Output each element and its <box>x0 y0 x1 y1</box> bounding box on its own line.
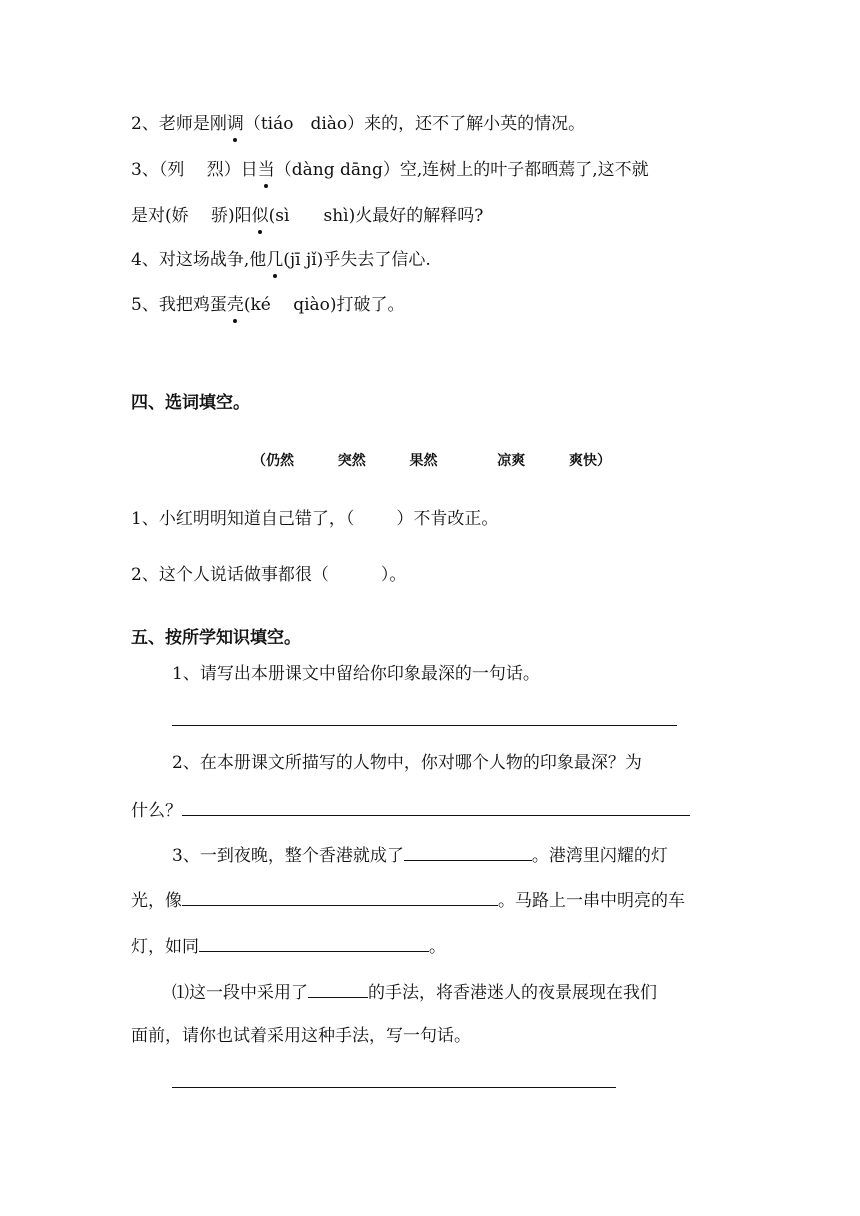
q3-item-3b-text-a: 是对(娇 骄)阳 <box>131 206 252 226</box>
q4-heading: 四、选词填空。 <box>131 393 250 413</box>
q5-item-2-prompt: 什么？ <box>131 801 182 821</box>
q5-item-3-blank-3[interactable] <box>199 933 429 952</box>
q5-heading: 五、按所学知识填空。 <box>131 628 301 648</box>
q4-item-1-text-a: 1、小红明明知道自己错了，（ <box>131 509 355 529</box>
q4-word-3: 果然 <box>409 453 438 469</box>
q3-item-3-line-2 <box>131 204 483 228</box>
q5-item-3-text-e: 灯，如同 <box>131 937 199 957</box>
q5-item-3-line-2 <box>131 887 685 913</box>
q5-item-3-text-f: 。 <box>429 937 446 957</box>
q5-item-1: 1、请写出本册课文中留给你印象最深的一句话。 <box>172 664 540 684</box>
q5-item-3-text-a: 3、一到夜晚，整个香港就成了 <box>172 846 404 866</box>
q4-item-2-text-b: ）。 <box>380 565 407 585</box>
q5-item-3-text-b: 。港湾里闪耀的灯 <box>531 846 668 866</box>
q4-word-1: （仍然 <box>252 453 294 469</box>
q4-word-2: 突然 <box>337 453 366 469</box>
q5-item-1-answer-line[interactable] <box>172 725 677 726</box>
q3-item-4-dotted-char: 几 <box>266 250 284 270</box>
q5-sub-1-line-2: 面前，请你也试着采用这种手法，写一句话。 <box>131 1026 471 1046</box>
q3-item-5 <box>131 293 405 317</box>
q3-item-3b-text-c: (sì shì)火最好的解释吗? <box>268 206 484 226</box>
q4-word-4: 凉爽 <box>497 453 526 469</box>
q4-item-2 <box>131 563 406 587</box>
q5-item-3-text-c: 光，像 <box>131 891 182 911</box>
q3-item-4-text-c: (jī jǐ)乎失去了信心. <box>283 250 431 270</box>
q3-item-5-text-a: 5、我把鸡蛋 <box>131 295 227 315</box>
q3-item-2 <box>131 112 585 136</box>
q4-item-1 <box>131 507 498 531</box>
q3-item-3-text-a: 3、（列 烈）日 <box>131 160 258 180</box>
q3-item-2-dotted-char: 调 <box>226 114 244 134</box>
q5-sub-1-line-1 <box>172 979 657 1005</box>
q4-item-2-text-a: 2、这个人说话做事都很（ <box>131 565 329 585</box>
q4-word-5: 爽快） <box>569 453 611 469</box>
q5-item-3-line-3 <box>131 933 446 959</box>
q5-sub-1-blank[interactable] <box>308 979 368 998</box>
q3-item-5-text-c: (ké qiào)打破了。 <box>243 295 405 315</box>
q5-item-3-line-1 <box>172 842 668 868</box>
q5-item-3-blank-2[interactable] <box>182 887 498 906</box>
q3-item-3-dotted-char: 当 <box>257 160 275 180</box>
q5-sub-1-answer-line[interactable] <box>172 1087 616 1088</box>
q3-item-4 <box>131 248 431 272</box>
q5-item-3-blank-1[interactable] <box>404 842 532 861</box>
q5-item-2-line-2 <box>131 797 690 823</box>
q3-item-2-text-a: 2、老师是刚 <box>131 114 227 134</box>
q3-item-3b-dotted-char: 似 <box>251 206 269 226</box>
q5-sub-1-text-b: 的手法，将香港迷人的夜景展现在我们 <box>368 983 657 1003</box>
q4-word-bank <box>252 450 611 470</box>
q3-item-5-dotted-char: 壳 <box>226 295 244 315</box>
q5-item-3-text-d: 。马路上一串中明亮的车 <box>498 891 685 911</box>
q3-item-4-text-a: 4、对这场战争,他 <box>131 250 267 270</box>
q4-item-1-text-b: ）不肯改正。 <box>396 509 499 529</box>
q5-item-2-answer-line[interactable] <box>182 797 690 816</box>
q3-item-3-line-1 <box>131 158 649 182</box>
q3-item-3-text-c: （dàng dāng）空,连树上的叶子都晒蔫了,这不就 <box>274 160 649 180</box>
q5-item-2-line-1: 2、在本册课文所描写的人物中，你对哪个人物的印象最深？为 <box>172 753 642 773</box>
q5-sub-1-text-a: ⑴这一段中采用了 <box>172 983 308 1003</box>
q3-item-2-text-c: （tiáo diào）来的，还不了解小英的情况。 <box>243 114 586 134</box>
